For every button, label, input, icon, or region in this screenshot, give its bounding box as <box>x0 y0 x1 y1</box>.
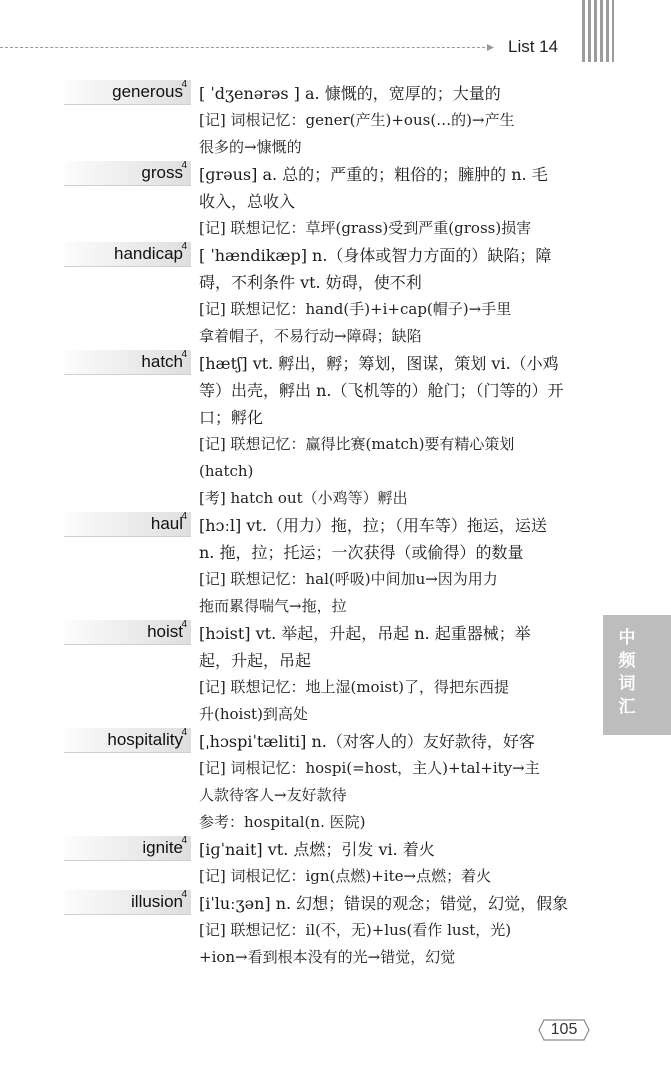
note-line: 人款待客人→友好款待 <box>199 786 347 804</box>
entry-handicap <box>0 242 600 350</box>
level-mark: 4 <box>181 160 187 171</box>
definition-line: [iɡˈnait] vt. 点燃；引发 vi. 着火 <box>199 840 435 859</box>
definition-line: [hɔːl] vt.（用力）拖，拉；（用车等）拖运，运送 <box>199 516 547 535</box>
headword: hoist $^4$ <box>147 619 187 641</box>
note-line: 拖而累得喘气→拖，拉 <box>199 597 347 615</box>
note-line: [记] 词根记忆：ign(点燃)+ite→点燃；着火 <box>199 867 492 885</box>
level-mark: 4 <box>181 619 187 630</box>
headword-box <box>64 242 191 267</box>
note-line: [记] 联想记忆：草坪(grass)受到严重(gross)损害 <box>199 219 532 237</box>
header-rule <box>0 47 490 48</box>
definition-line: 起，升起，吊起 <box>199 651 312 670</box>
definition-line: 碍，不利条件 vt. 妨碍，使不利 <box>199 273 422 292</box>
page-number-text: 105 <box>550 1021 578 1038</box>
note-line: 升(hoist)到高处 <box>199 705 308 723</box>
exam-line: [考] hatch out（小鸡等）孵出 <box>199 489 408 507</box>
headword: hospitality $^4$ <box>107 727 187 749</box>
level-mark: 4 <box>181 241 187 252</box>
note-line: [记] 联想记忆：hand(手)+i+cap(帽子)→手里 <box>199 300 512 318</box>
section-tab <box>603 615 671 735</box>
headword-box <box>64 80 191 105</box>
entry-generous <box>0 80 600 161</box>
definition-line: 收入，总收入 <box>199 192 296 211</box>
headword: gross $^4$ <box>141 160 187 182</box>
definition-line: [ˌhɔspiˈtæliti] n.（对客人的）友好款待，好客 <box>199 732 535 751</box>
reference-line: 参考：hospital(n. 医院) <box>199 813 366 831</box>
definition-line: [hɔist] vt. 举起，升起，吊起 n. 起重器械；举 <box>199 624 531 643</box>
headword-box <box>64 161 191 186</box>
definition-line: [ɡrəus] a. 总的；严重的；粗俗的；臃肿的 n. 毛 <box>199 165 548 184</box>
entry-hospitality <box>0 728 600 836</box>
definition-line: 口；孵化 <box>199 408 264 427</box>
level-mark: 4 <box>181 511 187 522</box>
level-mark: 4 <box>181 727 187 738</box>
entry-gross <box>0 161 600 242</box>
headword: ignite $^4$ <box>142 835 187 857</box>
headword-box <box>64 728 191 753</box>
headword-box <box>64 620 191 645</box>
headword: haul $^4$ <box>150 511 187 533</box>
headword-box <box>64 350 191 375</box>
headword: generous $^4$ <box>112 79 187 101</box>
definition-line: 等）出壳，孵出 n.（飞机等的）舱门；（门等的）开 <box>199 381 564 400</box>
note-line: [记] 词根记忆：gener(产生)+ous(…的)→产生 <box>199 111 515 129</box>
level-mark: 4 <box>181 889 187 900</box>
definition-line: n. 拖，拉；托运；一次获得（或偷得）的数量 <box>199 543 524 562</box>
entry-illusion <box>0 890 600 971</box>
entry-hoist <box>0 620 600 728</box>
headword: handicap $^4$ <box>113 241 187 263</box>
entry-list <box>0 80 600 971</box>
note-line: [记] 联想记忆：赢得比赛(match)要有精心策划 <box>199 435 515 453</box>
list-label: List 14 <box>508 37 559 56</box>
level-mark: 4 <box>181 79 187 90</box>
definition-line: [ ˈhændikæp] n.（身体或智力方面的）缺陷；障 <box>199 246 552 265</box>
entry-hatch <box>0 350 600 512</box>
note-line: +ion→看到根本没有的光→错觉，幻觉 <box>199 948 456 966</box>
note-line: [记] 联想记忆：hal(呼吸)中间加u→因为用力 <box>199 570 498 588</box>
page-number <box>538 1018 590 1042</box>
level-mark: 4 <box>181 349 187 360</box>
header-stripes <box>580 0 615 62</box>
headword: hatch $^4$ <box>141 349 187 371</box>
definition-line: [ ˈdʒenərəs ] a. 慷慨的，宽厚的；大量的 <box>199 84 501 103</box>
headword-box <box>64 836 191 861</box>
definition-line: [hætʃ] vt. 孵出，孵；筹划，图谋，策划 vi.（小鸡 <box>199 354 559 373</box>
section-tab-label: 中频词汇 <box>618 628 636 717</box>
note-line: [记] 联想记忆：il(不，无)+lus(看作 lust，光) <box>199 921 512 939</box>
entry-haul <box>0 512 600 620</box>
definition-line: [iˈluːʒən] n. 幻想；错误的观念；错觉，幻觉，假象 <box>199 894 569 913</box>
headword-box <box>64 890 191 915</box>
note-line: [记] 词根记忆：hospi(=host，主人)+tal+ity→主 <box>199 759 540 777</box>
note-line: 拿着帽子，不易行动→障碍；缺陷 <box>199 327 422 345</box>
level-mark: 4 <box>181 835 187 846</box>
note-line: (hatch) <box>199 462 254 480</box>
note-line: [记] 联想记忆：地上湿(moist)了，得把东西提 <box>199 678 509 696</box>
headword-box <box>64 512 191 537</box>
note-line: 很多的→慷慨的 <box>199 138 302 156</box>
entry-ignite <box>0 836 600 890</box>
headword: illusion $^4$ <box>131 889 187 911</box>
